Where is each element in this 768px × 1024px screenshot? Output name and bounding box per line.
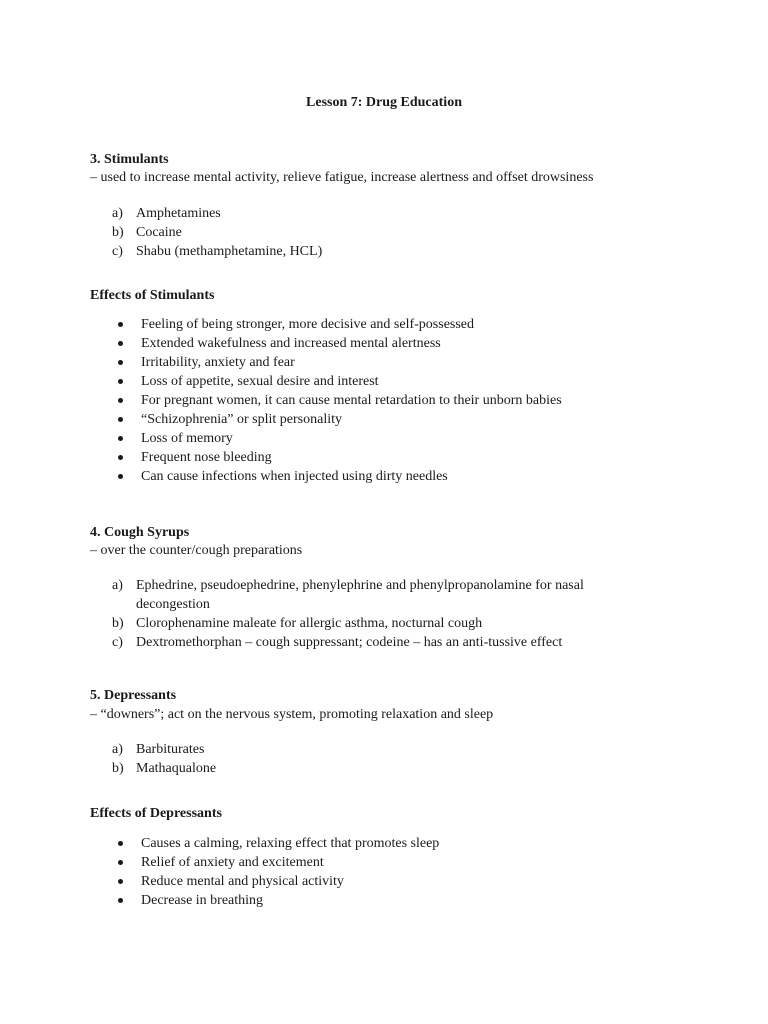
- bullet-icon: [118, 436, 123, 441]
- bullet-text: Extended wakefulness and increased mental alertness: [141, 336, 441, 351]
- list-item: [112, 242, 322, 261]
- bullet-icon: [118, 841, 123, 846]
- list-item: [112, 576, 584, 614]
- list-item: [112, 614, 584, 633]
- bullet-icon: [118, 455, 123, 460]
- bullet-icon: [118, 474, 123, 479]
- list-item: [112, 223, 322, 242]
- bullet-icon: [118, 360, 123, 365]
- list-marker: b): [112, 225, 124, 240]
- bullet-icon: [118, 379, 123, 384]
- effects-stimulants-list: [116, 315, 562, 486]
- bullet-item: [116, 334, 562, 353]
- bullet-icon: [118, 898, 123, 903]
- list-marker: b): [112, 616, 124, 631]
- list-item-text: Amphetamines: [136, 206, 221, 221]
- bullet-item: [116, 315, 562, 334]
- bullet-item: [116, 853, 439, 872]
- stimulants-description: – used to increase mental activity, relieve fatigue, increase alertness and offset drowsiness: [90, 170, 594, 185]
- bullet-item: [116, 448, 562, 467]
- cough-syrups-description: – over the counter/cough preparations: [90, 543, 303, 558]
- list-marker: c): [112, 635, 123, 650]
- effects-stimulants-heading: Effects of Stimulants: [90, 288, 215, 303]
- bullet-text: Feeling of being stronger, more decisive and self-possessed: [141, 317, 475, 332]
- bullet-text: Frequent nose bleeding: [141, 450, 272, 465]
- cough-syrups-heading: 4. Cough Syrups: [90, 525, 190, 540]
- list-item-text: Barbiturates: [136, 742, 205, 757]
- bullet-icon: [118, 860, 123, 865]
- cough-syrups-list: [112, 576, 584, 652]
- depressants-list: [112, 740, 216, 778]
- bullet-text: Decrease in breathing: [141, 893, 264, 908]
- bullet-text: For pregnant women, it can cause mental retardation to their unborn babies: [141, 393, 562, 408]
- bullet-text: Loss of appetite, sexual desire and interest: [141, 374, 379, 389]
- bullet-item: [116, 372, 562, 391]
- list-marker: a): [112, 742, 123, 757]
- bullet-text: Reduce mental and physical activity: [141, 874, 344, 889]
- stimulants-heading: 3. Stimulants: [90, 152, 169, 167]
- bullet-icon: [118, 879, 123, 884]
- list-item-text: Dextromethorphan – cough suppressant; codeine – has an anti-tussive effect: [136, 635, 563, 650]
- stimulants-list: [112, 204, 322, 261]
- list-item: [112, 204, 322, 223]
- list-item-text: Mathaqualone: [136, 761, 217, 776]
- bullet-text: Irritability, anxiety and fear: [141, 355, 295, 370]
- bullet-item: [116, 891, 439, 910]
- list-item: [112, 633, 584, 652]
- bullet-icon: [118, 322, 123, 327]
- list-marker: a): [112, 206, 123, 221]
- bullet-item: [116, 410, 562, 429]
- effects-depressants-list: [116, 834, 439, 910]
- list-item-text-continued: decongestion: [136, 597, 210, 612]
- bullet-item: [116, 872, 439, 891]
- depressants-heading: 5. Depressants: [90, 688, 177, 703]
- list-item-text: Clorophenamine maleate for allergic asthma, nocturnal cough: [136, 616, 483, 631]
- list-item-text: Cocaine: [136, 225, 182, 240]
- list-item-text: Shabu (methamphetamine, HCL): [136, 244, 323, 259]
- bullet-icon: [118, 417, 123, 422]
- bullet-item: [116, 834, 439, 853]
- depressants-description: – “downers”; act on the nervous system, promoting relaxation and sleep: [90, 707, 494, 722]
- bullet-icon: [118, 341, 123, 346]
- bullet-item: [116, 353, 562, 372]
- list-item-text: Ephedrine, pseudoephedrine, phenylephrine and phenylpropanolamine for nasal: [136, 578, 584, 593]
- list-marker: c): [112, 244, 123, 259]
- bullet-item: [116, 391, 562, 410]
- bullet-item: [116, 429, 562, 448]
- bullet-text: Causes a calming, relaxing effect that promotes sleep: [141, 836, 440, 851]
- list-item: [112, 740, 216, 759]
- list-item: [112, 759, 216, 778]
- list-marker: b): [112, 761, 124, 776]
- bullet-icon: [118, 398, 123, 403]
- bullet-item: [116, 467, 562, 486]
- effects-depressants-heading: Effects of Depressants: [90, 806, 222, 821]
- bullet-text: Relief of anxiety and excitement: [141, 855, 324, 870]
- bullet-text: “Schizophrenia” or split personality: [141, 412, 342, 427]
- bullet-text: Can cause infections when injected using dirty needles: [141, 469, 448, 484]
- bullet-text: Loss of memory: [141, 431, 233, 446]
- list-marker: a): [112, 578, 123, 593]
- page-title: Lesson 7: Drug Education: [306, 95, 462, 110]
